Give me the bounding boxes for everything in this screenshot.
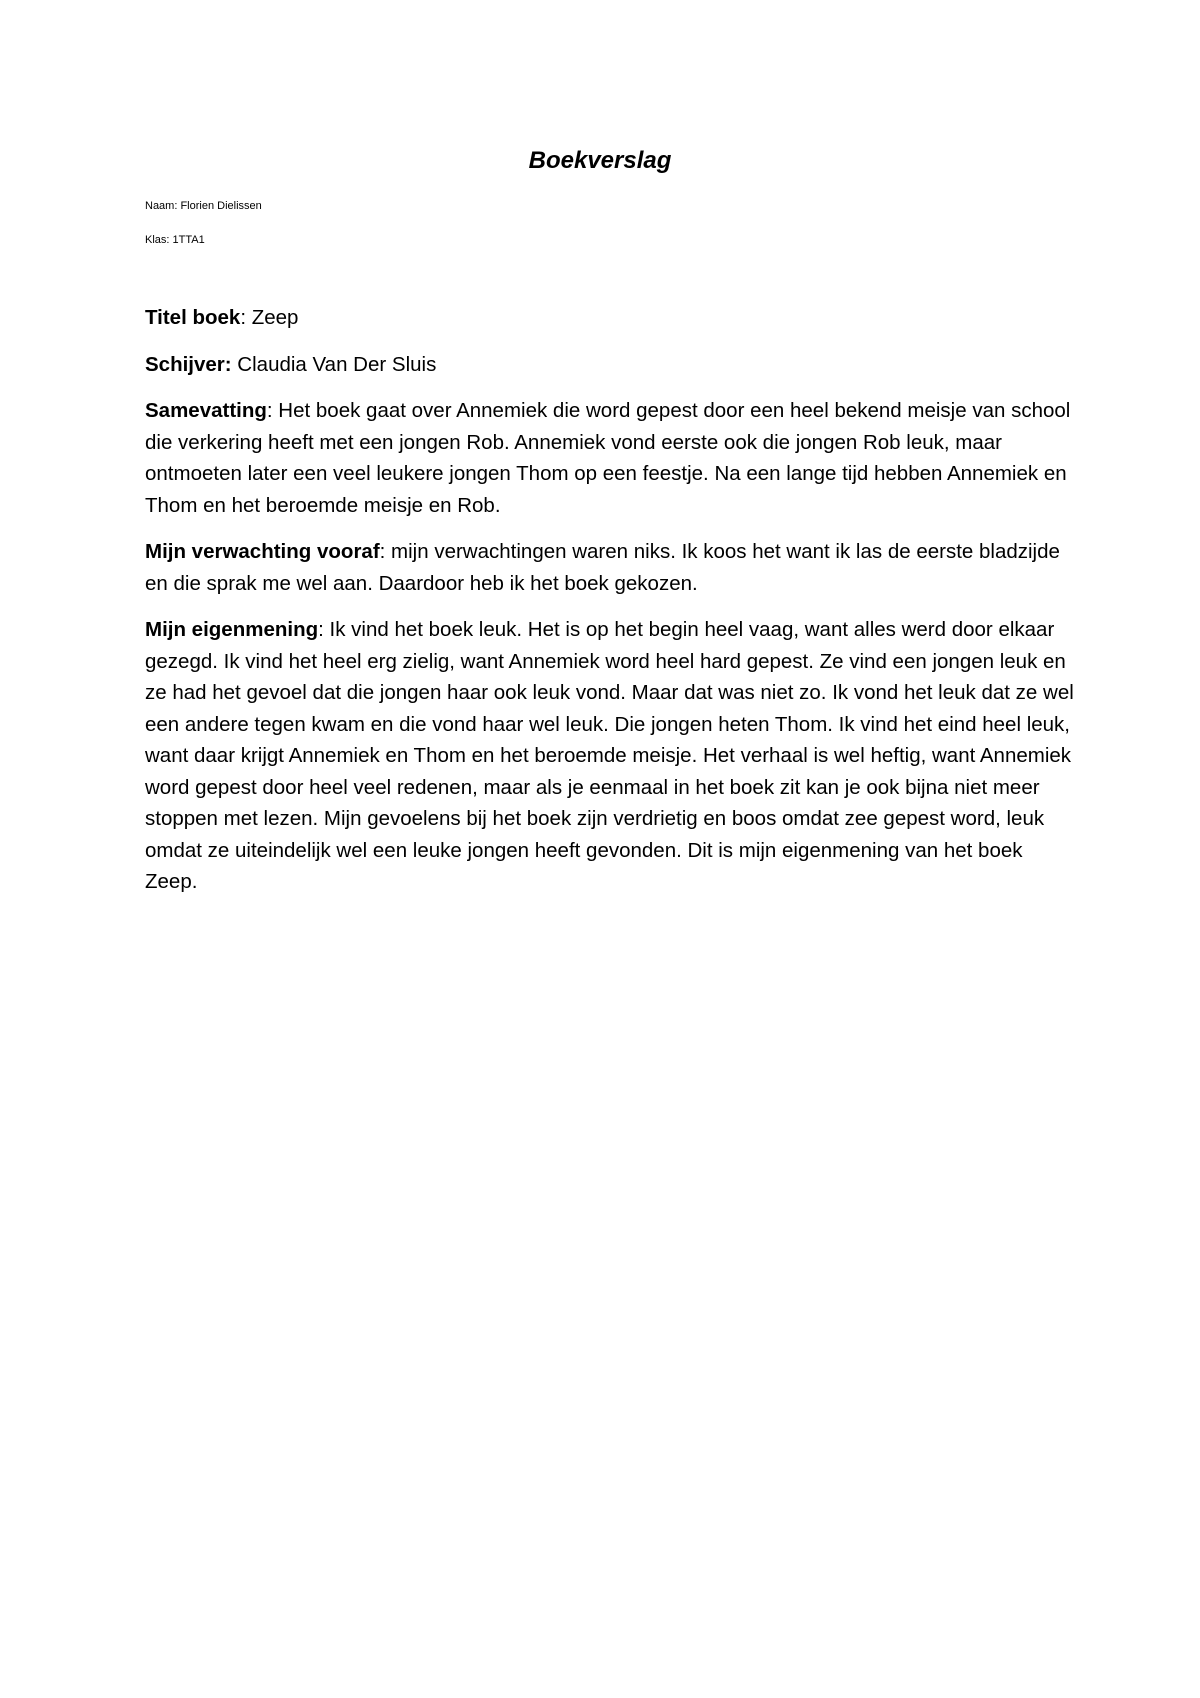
author-label: Schijver:: [145, 352, 232, 376]
opinion-label: Mijn eigenmening: [145, 618, 319, 641]
author-line: [145, 349, 1075, 381]
expectation-paragraph: [145, 536, 1075, 599]
summary-paragraph: [145, 395, 1075, 521]
book-title-line: [145, 302, 1075, 334]
document-title: Boekverslag: [528, 147, 672, 174]
student-class: Klas: 1TTA1: [145, 234, 205, 246]
expectation-text: : mijn verwachtingen waren niks. Ik koos het want ik las de eerste bladzijde en die sprak me wel aan. Daardoor heb ik het boek gekozen.: [145, 540, 1060, 595]
opinion-paragraph: [145, 614, 1075, 898]
author-value: Claudia Van Der Sluis: [231, 352, 437, 376]
student-name: Naam: Florien Dielissen: [145, 200, 262, 212]
report-body: [145, 302, 1075, 913]
opinion-text: : Ik vind het boek leuk. Het is op het begin heel vaag, want alles werd door elkaar gezegd. Ik vind het heel erg zielig, want Annemiek word heel hard gepest. Ze vind een jongen leuk en ze had het gevoel dat die jongen haar ook leuk vond. Maar dat was niet zo. Ik vond het leuk dat ze wel een andere tegen kwam en die vond haar wel leuk. Die jongen heten Thom. Ik vind het eind heel leuk, want daar krijgt Annemiek en Thom en het beroemde meisje. Het verhaal is wel heftig, want Annemiek word gepest door heel veel redenen, maar als je eenmaal in het boek zit kan je ook bijna niet meer stoppen met lezen. Mijn gevoelens bij het boek zijn verdrietig en boos omdat zee gepest word, leuk omdat ze uiteindelijk wel een leuke jongen heeft gevonden. Dit is mijn eigenmening van het boek Zeep.: [145, 618, 1074, 893]
book-title-label: Titel boek: [145, 306, 241, 329]
summary-label: Samevatting: [145, 399, 267, 422]
book-title-value: : Zeep: [240, 306, 299, 329]
summary-text: : Het boek gaat over Annemiek die word gepest door een heel bekend meisje van school die verkering heeft met een jongen Rob. Annemiek vond eerste ook die jongen Rob leuk, maar ontmoeten later een veel leukere jongen Thom op een feestje. Na een lange tijd hebben Annemiek en Thom en het beroemde meisje en Rob.: [145, 399, 1071, 517]
expectation-label: Mijn verwachting vooraf: [145, 540, 380, 563]
